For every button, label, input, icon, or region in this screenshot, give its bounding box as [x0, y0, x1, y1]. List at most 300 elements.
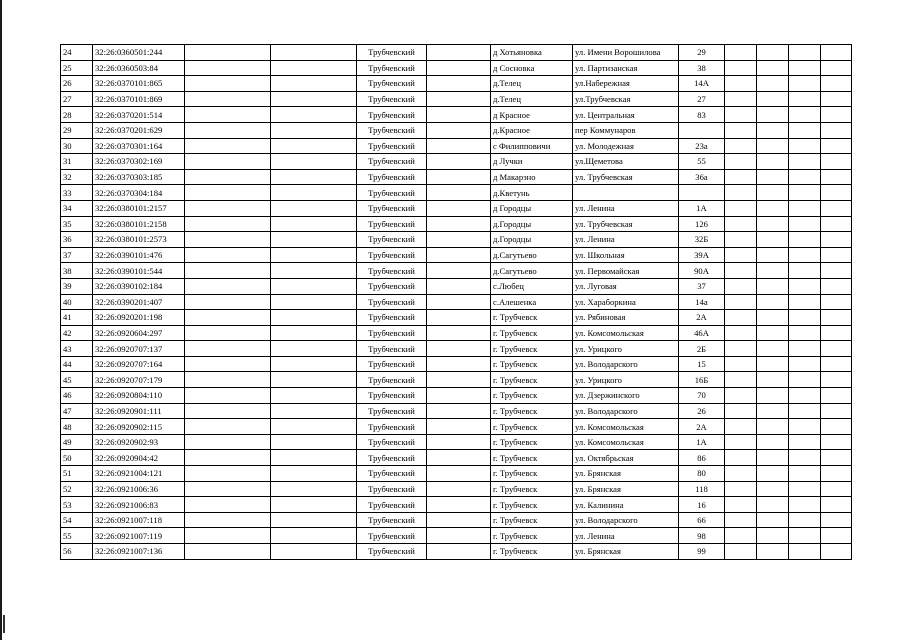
empty-cell — [789, 310, 821, 326]
empty-cell — [757, 294, 789, 310]
empty-cell — [821, 372, 852, 388]
empty-cell — [271, 91, 357, 107]
district-cell: Трубчевский — [357, 544, 427, 560]
empty-cell — [789, 294, 821, 310]
empty-cell — [185, 76, 271, 92]
district-cell: Трубчевский — [357, 91, 427, 107]
table-row — [61, 122, 852, 138]
empty-cell — [185, 419, 271, 435]
empty-cell — [427, 107, 491, 123]
row-number-cell: 41 — [61, 310, 93, 326]
cadastral-number-cell: 32:26:0920901:111 — [93, 403, 185, 419]
empty-cell — [821, 216, 852, 232]
settlement-cell: г. Трубчевск — [491, 481, 573, 497]
row-number-cell: 36 — [61, 232, 93, 248]
scan-edge-line — [0, 0, 2, 640]
house-number-cell: 38 — [679, 60, 725, 76]
empty-cell — [725, 216, 757, 232]
district-cell: Трубчевский — [357, 263, 427, 279]
empty-cell — [821, 325, 852, 341]
settlement-cell: д.Сагутьево — [491, 263, 573, 279]
empty-cell — [725, 512, 757, 528]
cadastral-number-cell: 32:26:0370303:185 — [93, 169, 185, 185]
settlement-cell: г. Трубчевск — [491, 450, 573, 466]
empty-cell — [757, 497, 789, 513]
table-row — [61, 528, 852, 544]
cadastral-number-cell: 32:26:0920201:198 — [93, 310, 185, 326]
empty-cell — [725, 91, 757, 107]
table-row — [61, 247, 852, 263]
empty-cell — [789, 419, 821, 435]
empty-cell — [271, 200, 357, 216]
empty-cell — [789, 107, 821, 123]
house-number-cell: 99 — [679, 544, 725, 560]
empty-cell — [271, 138, 357, 154]
empty-cell — [427, 122, 491, 138]
cadastral-number-cell: 32:26:0370101:865 — [93, 76, 185, 92]
empty-cell — [821, 169, 852, 185]
street-cell: ул. Комсомольская — [573, 434, 679, 450]
cadastral-number-cell: 32:26:0360501:244 — [93, 45, 185, 61]
empty-cell — [427, 544, 491, 560]
settlement-cell: г. Трубчевск — [491, 434, 573, 450]
empty-cell — [821, 310, 852, 326]
street-cell: ул. Брянская — [573, 481, 679, 497]
empty-cell — [185, 403, 271, 419]
empty-cell — [271, 107, 357, 123]
empty-cell — [271, 528, 357, 544]
table-row — [61, 216, 852, 232]
street-cell: ул. Ленина — [573, 200, 679, 216]
table-row — [61, 76, 852, 92]
empty-cell — [427, 528, 491, 544]
empty-cell — [757, 341, 789, 357]
cadastral-number-cell: 32:26:0920707:137 — [93, 341, 185, 357]
empty-cell — [185, 60, 271, 76]
table-row — [61, 512, 852, 528]
house-number-cell: 80 — [679, 466, 725, 482]
empty-cell — [427, 247, 491, 263]
district-cell: Трубчевский — [357, 497, 427, 513]
empty-cell — [789, 481, 821, 497]
house-number-cell: 37 — [679, 278, 725, 294]
empty-cell — [271, 232, 357, 248]
empty-cell — [185, 107, 271, 123]
empty-cell — [757, 232, 789, 248]
house-number-cell: 86 — [679, 450, 725, 466]
house-number-cell: 39А — [679, 247, 725, 263]
row-number-cell: 40 — [61, 294, 93, 310]
empty-cell — [427, 450, 491, 466]
settlement-cell: с.Алешенка — [491, 294, 573, 310]
empty-cell — [725, 45, 757, 61]
table-row — [61, 263, 852, 279]
empty-cell — [757, 247, 789, 263]
street-cell: ул. Ленина — [573, 232, 679, 248]
empty-cell — [725, 200, 757, 216]
empty-cell — [185, 325, 271, 341]
empty-cell — [271, 45, 357, 61]
district-cell: Трубчевский — [357, 466, 427, 482]
empty-cell — [271, 294, 357, 310]
street-cell: ул. Володарского — [573, 356, 679, 372]
settlement-cell: д Лучки — [491, 154, 573, 170]
district-cell: Трубчевский — [357, 434, 427, 450]
empty-cell — [725, 403, 757, 419]
cadastral-number-cell: 32:26:0920707:164 — [93, 356, 185, 372]
empty-cell — [725, 278, 757, 294]
empty-cell — [725, 107, 757, 123]
settlement-cell: д.Кветунь — [491, 185, 573, 201]
row-number-cell: 53 — [61, 497, 93, 513]
row-number-cell: 24 — [61, 45, 93, 61]
cadastral-number-cell: 32:26:0920804:110 — [93, 388, 185, 404]
empty-cell — [427, 310, 491, 326]
empty-cell — [725, 325, 757, 341]
empty-cell — [821, 185, 852, 201]
empty-cell — [789, 122, 821, 138]
empty-cell — [725, 372, 757, 388]
district-cell: Трубчевский — [357, 403, 427, 419]
empty-cell — [271, 76, 357, 92]
empty-cell — [185, 372, 271, 388]
settlement-cell: г. Трубчевск — [491, 325, 573, 341]
empty-cell — [757, 388, 789, 404]
table-row — [61, 466, 852, 482]
property-registry-table — [60, 44, 852, 560]
empty-cell — [789, 497, 821, 513]
empty-cell — [821, 481, 852, 497]
street-cell: ул. Ленина — [573, 528, 679, 544]
row-number-cell: 47 — [61, 403, 93, 419]
cadastral-number-cell: 32:26:0370201:629 — [93, 122, 185, 138]
house-number-cell: 16Б — [679, 372, 725, 388]
empty-cell — [271, 263, 357, 279]
table-row — [61, 185, 852, 201]
empty-cell — [789, 325, 821, 341]
empty-cell — [185, 310, 271, 326]
row-number-cell: 52 — [61, 481, 93, 497]
street-cell: ул. Центральная — [573, 107, 679, 123]
house-number-cell: 126 — [679, 216, 725, 232]
empty-cell — [757, 481, 789, 497]
empty-cell — [821, 122, 852, 138]
row-number-cell: 46 — [61, 388, 93, 404]
empty-cell — [821, 528, 852, 544]
empty-cell — [185, 247, 271, 263]
empty-cell — [789, 76, 821, 92]
row-number-cell: 43 — [61, 341, 93, 357]
settlement-cell: г. Трубчевск — [491, 497, 573, 513]
table-row — [61, 372, 852, 388]
empty-cell — [821, 403, 852, 419]
table-row — [61, 497, 852, 513]
empty-cell — [789, 544, 821, 560]
cadastral-number-cell: 32:26:0380101:2573 — [93, 232, 185, 248]
cadastral-number-cell: 32:26:0370302:169 — [93, 154, 185, 170]
row-number-cell: 31 — [61, 154, 93, 170]
settlement-cell: г. Трубчевск — [491, 419, 573, 435]
street-cell — [573, 185, 679, 201]
empty-cell — [821, 388, 852, 404]
table-row — [61, 278, 852, 294]
empty-cell — [427, 512, 491, 528]
empty-cell — [427, 278, 491, 294]
house-number-cell: 26 — [679, 403, 725, 419]
empty-cell — [757, 60, 789, 76]
empty-cell — [789, 356, 821, 372]
empty-cell — [427, 388, 491, 404]
district-cell: Трубчевский — [357, 356, 427, 372]
district-cell: Трубчевский — [357, 200, 427, 216]
settlement-cell: г. Трубчевск — [491, 310, 573, 326]
empty-cell — [821, 200, 852, 216]
empty-cell — [725, 528, 757, 544]
empty-cell — [821, 497, 852, 513]
empty-cell — [789, 512, 821, 528]
row-number-cell: 51 — [61, 466, 93, 482]
empty-cell — [757, 107, 789, 123]
empty-cell — [427, 263, 491, 279]
empty-cell — [789, 403, 821, 419]
empty-cell — [427, 481, 491, 497]
cadastral-number-cell: 32:26:0370304:184 — [93, 185, 185, 201]
district-cell: Трубчевский — [357, 216, 427, 232]
district-cell: Трубчевский — [357, 154, 427, 170]
empty-cell — [725, 232, 757, 248]
empty-cell — [271, 466, 357, 482]
street-cell: ул. Партизанская — [573, 60, 679, 76]
district-cell: Трубчевский — [357, 138, 427, 154]
empty-cell — [821, 247, 852, 263]
empty-cell — [821, 278, 852, 294]
cadastral-number-cell: 32:26:0921007:119 — [93, 528, 185, 544]
settlement-cell: г. Трубчевск — [491, 388, 573, 404]
district-cell: Трубчевский — [357, 372, 427, 388]
empty-cell — [789, 169, 821, 185]
empty-cell — [725, 388, 757, 404]
house-number-cell: 118 — [679, 481, 725, 497]
empty-cell — [185, 294, 271, 310]
empty-cell — [427, 200, 491, 216]
empty-cell — [821, 107, 852, 123]
empty-cell — [185, 185, 271, 201]
street-cell: ул. Комсомольская — [573, 419, 679, 435]
district-cell: Трубчевский — [357, 45, 427, 61]
house-number-cell: 83 — [679, 107, 725, 123]
empty-cell — [185, 466, 271, 482]
empty-cell — [757, 450, 789, 466]
empty-cell — [427, 434, 491, 450]
settlement-cell: г. Трубчевск — [491, 356, 573, 372]
house-number-cell: 70 — [679, 388, 725, 404]
empty-cell — [185, 45, 271, 61]
cadastral-number-cell: 32:26:0380101:2158 — [93, 216, 185, 232]
settlement-cell: д.Городцы — [491, 216, 573, 232]
empty-cell — [725, 434, 757, 450]
table-row — [61, 107, 852, 123]
street-cell: ул. Молодежная — [573, 138, 679, 154]
house-number-cell: 32Б — [679, 232, 725, 248]
empty-cell — [789, 341, 821, 357]
district-cell: Трубчевский — [357, 169, 427, 185]
district-cell: Трубчевский — [357, 388, 427, 404]
row-number-cell: 29 — [61, 122, 93, 138]
row-number-cell: 27 — [61, 91, 93, 107]
settlement-cell: г. Трубчевск — [491, 466, 573, 482]
empty-cell — [271, 372, 357, 388]
empty-cell — [725, 154, 757, 170]
empty-cell — [271, 169, 357, 185]
street-cell: пер Коммунаров — [573, 122, 679, 138]
empty-cell — [427, 372, 491, 388]
empty-cell — [185, 481, 271, 497]
empty-cell — [821, 263, 852, 279]
empty-cell — [725, 60, 757, 76]
settlement-cell: г. Трубчевск — [491, 341, 573, 357]
empty-cell — [271, 497, 357, 513]
row-number-cell: 33 — [61, 185, 93, 201]
settlement-cell: с.Любец — [491, 278, 573, 294]
cadastral-number-cell: 32:26:0920902:93 — [93, 434, 185, 450]
cadastral-number-cell: 32:26:0360503:84 — [93, 60, 185, 76]
empty-cell — [757, 403, 789, 419]
settlement-cell: г. Трубчевск — [491, 528, 573, 544]
house-number-cell — [679, 185, 725, 201]
empty-cell — [427, 76, 491, 92]
empty-cell — [271, 450, 357, 466]
empty-cell — [185, 138, 271, 154]
table-row — [61, 310, 852, 326]
empty-cell — [185, 122, 271, 138]
cadastral-number-cell: 32:26:0920902:115 — [93, 419, 185, 435]
empty-cell — [427, 232, 491, 248]
cadastral-number-cell: 32:26:0921006:83 — [93, 497, 185, 513]
settlement-cell: д.Телец — [491, 91, 573, 107]
empty-cell — [821, 60, 852, 76]
empty-cell — [757, 138, 789, 154]
empty-cell — [789, 232, 821, 248]
table-body — [61, 45, 852, 560]
street-cell: ул. Хараборкина — [573, 294, 679, 310]
district-cell: Трубчевский — [357, 341, 427, 357]
empty-cell — [185, 544, 271, 560]
empty-cell — [271, 356, 357, 372]
empty-cell — [789, 450, 821, 466]
empty-cell — [821, 154, 852, 170]
district-cell: Трубчевский — [357, 185, 427, 201]
house-number-cell — [679, 122, 725, 138]
house-number-cell: 1А — [679, 200, 725, 216]
district-cell: Трубчевский — [357, 76, 427, 92]
empty-cell — [725, 76, 757, 92]
empty-cell — [725, 450, 757, 466]
empty-cell — [757, 216, 789, 232]
empty-cell — [821, 434, 852, 450]
row-number-cell: 42 — [61, 325, 93, 341]
settlement-cell: г. Трубчевск — [491, 403, 573, 419]
empty-cell — [185, 91, 271, 107]
empty-cell — [757, 528, 789, 544]
street-cell: ул. Калинина — [573, 497, 679, 513]
district-cell: Трубчевский — [357, 450, 427, 466]
street-cell: ул. Луговая — [573, 278, 679, 294]
empty-cell — [789, 216, 821, 232]
street-cell: ул. Октябрьская — [573, 450, 679, 466]
empty-cell — [185, 434, 271, 450]
table-row — [61, 450, 852, 466]
house-number-cell: 23а — [679, 138, 725, 154]
row-number-cell: 49 — [61, 434, 93, 450]
street-cell: ул. Володарского — [573, 512, 679, 528]
empty-cell — [185, 200, 271, 216]
house-number-cell: 29 — [679, 45, 725, 61]
empty-cell — [725, 185, 757, 201]
empty-cell — [725, 310, 757, 326]
district-cell: Трубчевский — [357, 419, 427, 435]
empty-cell — [271, 185, 357, 201]
empty-cell — [725, 466, 757, 482]
settlement-cell: д.Красное — [491, 122, 573, 138]
empty-cell — [789, 60, 821, 76]
street-cell: ул.Набережная — [573, 76, 679, 92]
empty-cell — [185, 341, 271, 357]
table-row — [61, 45, 852, 61]
empty-cell — [725, 122, 757, 138]
street-cell: ул. Рябиновая — [573, 310, 679, 326]
street-cell: ул. Брянская — [573, 544, 679, 560]
empty-cell — [427, 169, 491, 185]
row-number-cell: 55 — [61, 528, 93, 544]
house-number-cell: 15 — [679, 356, 725, 372]
row-number-cell: 50 — [61, 450, 93, 466]
house-number-cell: 2Б — [679, 341, 725, 357]
house-number-cell: 27 — [679, 91, 725, 107]
empty-cell — [271, 60, 357, 76]
district-cell: Трубчевский — [357, 310, 427, 326]
empty-cell — [271, 154, 357, 170]
scan-edge-mark — [3, 615, 5, 633]
empty-cell — [427, 45, 491, 61]
empty-cell — [757, 91, 789, 107]
empty-cell — [271, 341, 357, 357]
house-number-cell: 55 — [679, 154, 725, 170]
empty-cell — [725, 247, 757, 263]
empty-cell — [821, 45, 852, 61]
empty-cell — [185, 232, 271, 248]
cadastral-number-cell: 32:26:0921006:36 — [93, 481, 185, 497]
row-number-cell: 28 — [61, 107, 93, 123]
empty-cell — [427, 91, 491, 107]
district-cell: Трубчевский — [357, 294, 427, 310]
house-number-cell: 2А — [679, 419, 725, 435]
empty-cell — [271, 216, 357, 232]
district-cell: Трубчевский — [357, 107, 427, 123]
empty-cell — [789, 138, 821, 154]
cadastral-number-cell: 32:26:0920707:179 — [93, 372, 185, 388]
table-row — [61, 356, 852, 372]
table-row — [61, 403, 852, 419]
empty-cell — [271, 481, 357, 497]
empty-cell — [821, 232, 852, 248]
empty-cell — [757, 512, 789, 528]
settlement-cell: д Макарзно — [491, 169, 573, 185]
street-cell: ул. Имени Ворошилова — [573, 45, 679, 61]
row-number-cell: 32 — [61, 169, 93, 185]
house-number-cell: 2А — [679, 310, 725, 326]
empty-cell — [271, 122, 357, 138]
empty-cell — [757, 185, 789, 201]
